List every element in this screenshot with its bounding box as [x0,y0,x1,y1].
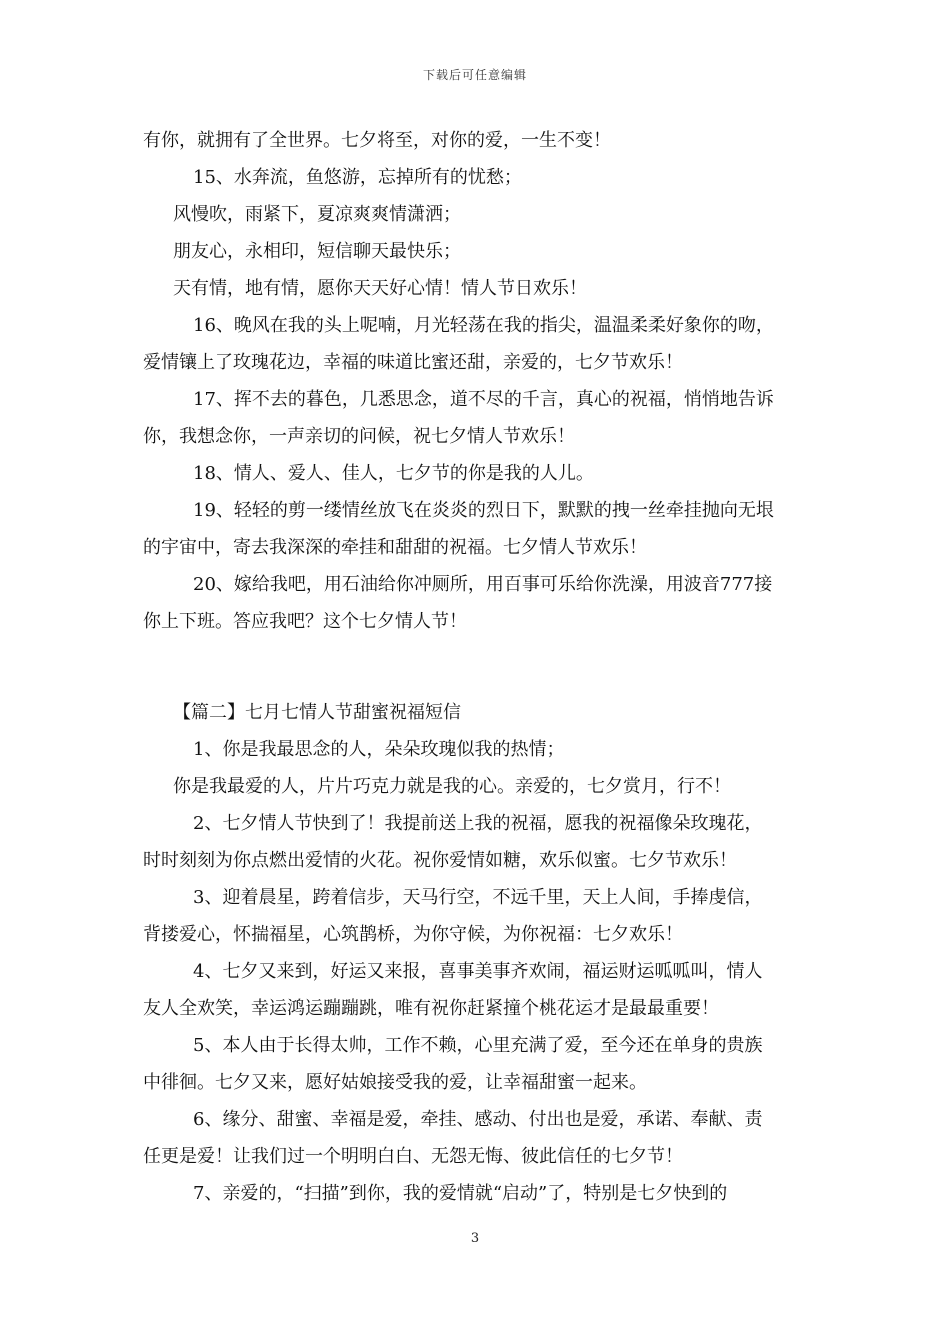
text-line: 背搂爱心，怀揣福星，心筑鹊桥，为你守候，为你祝福：七夕欢乐！ [143,924,683,945]
section-heading: 【篇二】七月七情人节甜蜜祝福短信 [173,702,461,723]
text-line: 爱情镶上了玫瑰花边，幸福的味道比蜜还甜，亲爱的，七夕节欢乐！ [143,352,683,373]
text-line: 天有情，地有情，愿你天天好心情！情人节日欢乐！ [173,278,587,299]
text-line: 风慢吹，雨紧下，夏凉爽爽情潇洒； [173,204,461,225]
text-line: 17、挥不去的暮色，几悉思念，道不尽的千言，真心的祝福，悄悄地告诉 [193,389,774,410]
text-line: 任更是爱！让我们过一个明明白白、无怨无悔、彼此信任的七夕节！ [143,1146,683,1167]
text-line: 3、迎着晨星，跨着信步，天马行空，不远千里，天上人间，手捧虔信， [193,887,763,908]
text-line: 1、你是我最思念的人，朵朵玫瑰似我的热情； [193,739,565,760]
text-line: 你是我最爱的人，片片巧克力就是我的心。亲爱的，七夕赏月，行不！ [173,776,731,797]
page-header: 下载后可任意编辑 [422,68,527,82]
text-line: 朋友心，永相印，短信聊天最快乐； [173,241,461,262]
text-line: 18、情人、爱人、佳人，七夕节的你是我的人儿。 [193,463,594,484]
text-line: 16、晚风在我的头上呢喃，月光轻荡在我的指尖，温温柔柔好象你的吻， [193,315,774,336]
text-line: 中徘徊。七夕又来，愿好姑娘接受我的爱，让幸福甜蜜一起来。 [143,1072,647,1093]
text-line: 你上下班。答应我吧？这个七夕情人节！ [143,611,467,632]
text-line: 友人全欢笑，幸运鸿运蹦蹦跳，唯有祝你赶紧撞个桃花运才是最最重要！ [143,998,719,1019]
text-line: 有你，就拥有了全世界。七夕将至，对你的爱，一生不变！ [143,130,611,151]
text-line: 5、本人由于长得太帅，工作不赖，心里充满了爱，至今还在单身的贵族 [193,1035,763,1056]
text-line: 6、缘分、甜蜜、幸福是爱，牵挂、感动、付出也是爱，承诺、奉献、责 [193,1109,763,1130]
text-line: 15、水奔流，鱼悠游，忘掉所有的忧愁； [193,167,522,188]
text-line: 4、七夕又来到，好运又来报，喜事美事齐欢闹，福运财运呱呱叫，情人 [193,961,763,982]
text-line: 的宇宙中，寄去我深深的牵挂和甜甜的祝福。七夕情人节欢乐！ [143,537,647,558]
text-line: 你，我想念你，一声亲切的问候，祝七夕情人节欢乐！ [143,426,575,447]
text-line: 2、七夕情人节快到了！我提前送上我的祝福，愿我的祝福像朵玫瑰花， [193,813,763,834]
section-gap [143,640,811,694]
page-number: 3 [470,1231,480,1246]
text-line: 7、亲爱的，“扫描”到你，我的爱情就“启动”了，特别是七夕快到的 [193,1183,728,1204]
text-line: 19、轻轻的剪一缕情丝放飞在炎炎的烈日下，默默的拽一丝牵挂抛向无垠 [193,500,774,521]
text-line: 时时刻刻为你点燃出爱情的火花。祝你爱情如糖，欢乐似蜜。七夕节欢乐！ [143,850,737,871]
text-line: 20、嫁给我吧，用石油给你冲厕所，用百事可乐给你洗澡，用波音777接 [193,574,773,595]
document-body [143,122,811,1212]
